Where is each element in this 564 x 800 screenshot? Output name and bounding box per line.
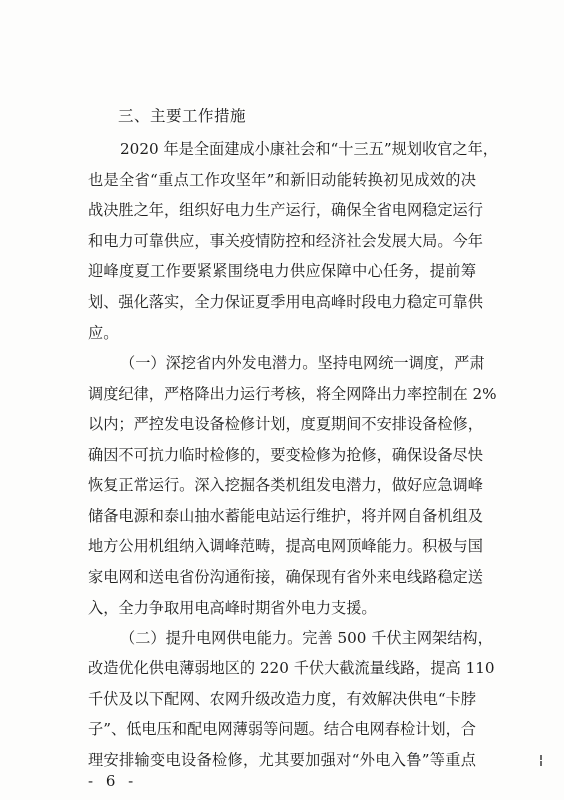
paragraph-1-line-4: 和电力可靠供应，事关疫情防控和经济社会发展大局。今年 (88, 232, 483, 250)
page-number: - 6 - (88, 772, 138, 790)
paragraph-3-line-3: 千伏及以下配网、农网升级改造力度，有效解决供电“卡脖 (88, 690, 476, 708)
paragraph-2-line-7: 地方公用机组纳入调峰范畴，提高电网顶峰能力。积极与国 (88, 537, 483, 555)
paragraph-1-line-1: 2020 年是全面建成小康社会和“十三五”规划收官之年， (120, 140, 498, 158)
paragraph-2-line-5: 恢复正常运行。深入挖掘各类机组发电潜力，做好应急调峰 (88, 476, 483, 494)
paragraph-1-line-2: 也是全省“重点工作攻坚年”和新旧动能转换初见成效的决 (88, 171, 476, 189)
paragraph-2-line-3: 以内；严控发电设备检修计划，度夏期间不安排设备检修， (88, 415, 483, 433)
paragraph-3-line-2: 改造优化供电薄弱地区的 220 千伏大截流量线路，提高 110 (88, 659, 495, 677)
paragraph-2-line-1: （一）深挖省内外发电潜力。坚持电网统一调度，严肃 (120, 354, 485, 372)
paragraph-2-line-2: 调度纪律，严格降出力运行考核，将全网降出力率控制在 2% (88, 385, 497, 403)
paragraph-2-line-6: 储备电源和泰山抽水蓄能电站运行维护，将并网自备机组及 (88, 507, 483, 525)
paragraph-1-line-7: 应。 (88, 324, 119, 342)
paragraph-3-line-1: （二）提升电网供电能力。完善 500 千伏主网架结构， (120, 629, 493, 647)
paragraph-2-line-9: 入，全力争取用电高峰时期省外电力支援。 (88, 599, 377, 617)
paragraph-2-line-4: 确因不可抗力临时检修的，要变检修为抢修，确保设备尽快 (88, 446, 483, 464)
paragraph-2-line-8: 家电网和送电省份沟通衔接，确保现有省外来电线路稳定送 (88, 568, 483, 586)
scan-edge-mark (540, 755, 546, 771)
paragraph-1-line-6: 划、强化落实，全力保证夏季用电高峰时段电力稳定可靠供 (88, 293, 483, 311)
paragraph-3-line-4: 子”、低电压和配电网薄弱等问题。结合电网春检计划，合 (88, 720, 476, 738)
section-heading: 三、主要工作措施 (118, 107, 247, 125)
paragraph-1-line-3: 战决胜之年，组织好电力生产运行，确保全省电网稳定运行 (88, 201, 483, 219)
paragraph-1-line-5: 迎峰度夏工作要紧紧围绕电力供应保障中心任务，提前筹 (88, 262, 476, 280)
paragraph-3-line-5: 理安排输变电设备检修，尤其要加强对“外电入鲁”等重点 (88, 751, 476, 769)
